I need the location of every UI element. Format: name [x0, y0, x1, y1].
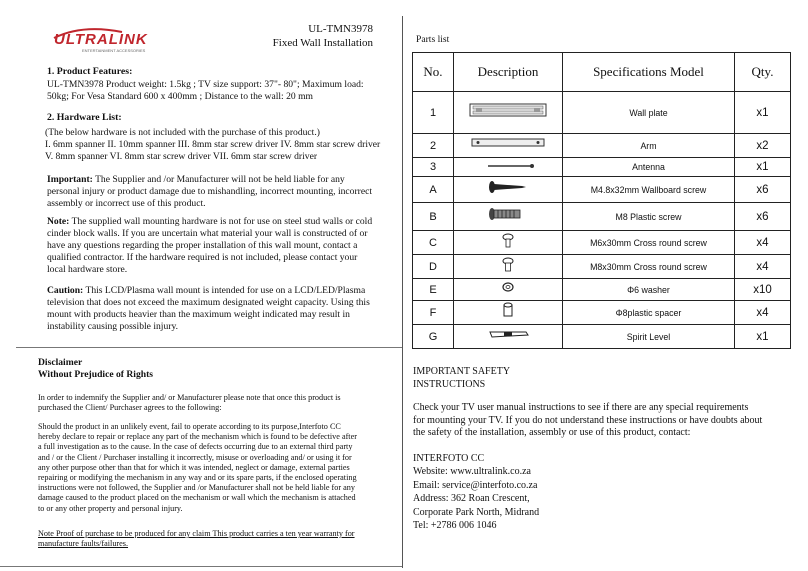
disclaimer-subheading: Without Prejudice of Rights	[38, 369, 154, 380]
features-line: 50kg; For Vesa Standard 600 x 400mm ; Distance to the wall: 20 mm	[47, 91, 314, 102]
row-no: G	[413, 325, 454, 349]
header-spec: Specifications Model	[563, 53, 735, 92]
safety-text	[413, 402, 803, 440]
warranty-line: manufacture faults/failures.	[38, 539, 129, 549]
logo-wordmark: ULTRALINK	[54, 31, 148, 48]
note-line: have any questions regarding the proper installation of this wall mount, contact a	[47, 240, 358, 251]
disclaimer-line: any other purpose other than that for which it was intended, neglect or damage, external parties	[38, 462, 350, 472]
row-no: D	[413, 255, 454, 279]
row-no: F	[413, 301, 454, 325]
important-line: The Supplier and /or Manufacturer will not be held liable for any	[92, 174, 345, 185]
row-qty: x4	[735, 255, 791, 279]
row-spec: M8x30mm Cross round screw	[563, 255, 735, 279]
plastic-screw-image	[454, 203, 563, 231]
contact-phone: Tel: +2786 006 1046	[413, 520, 497, 532]
wall-plate-icon	[468, 96, 548, 124]
warranty-note	[38, 529, 400, 549]
caution-line: instability causing possible injury.	[47, 321, 179, 332]
parts-table	[412, 52, 791, 349]
washer-image	[454, 279, 563, 301]
important-label: Important:	[47, 174, 93, 185]
section-divider	[16, 347, 402, 348]
features-text	[47, 79, 397, 103]
spirit-level-icon	[468, 326, 548, 342]
hardware-line: V. 8mm spanner VI. 8mm star screw driver VII. 6mm star screw driver	[45, 151, 318, 162]
safety-line: Check your TV user manual instructions to see if there are any special requirements	[413, 402, 749, 413]
note-line: The supplied wall mounting hardware is not for use on steel stud walls or cold	[69, 216, 373, 227]
important-line: personal injury or product damage due to mishandling, incorrect mounting, incorrect	[47, 186, 373, 197]
row-spec: M4.8x32mm Wallboard screw	[563, 177, 735, 203]
row-qty: x6	[735, 177, 791, 203]
disclaimer-line: instructions were not followed, the Supplier and /or Manufacturer shall not be held liable for any	[38, 483, 355, 493]
safety-line: the safety of the installation, assembly or use of this product, contact:	[413, 427, 691, 438]
wallboard-screw-image	[454, 177, 563, 203]
hardware-line: I. 6mm spanner II. 10mm spanner III. 8mm star screw driver IV. 8mm star screw driver	[45, 139, 381, 150]
note-line: qualified contractor. If the hardware required is not included, please contact your	[47, 252, 358, 263]
row-qty: x1	[735, 92, 791, 134]
plastic-screw-icon	[468, 203, 548, 225]
row-spec: M8 Plastic screw	[563, 203, 735, 231]
table-row	[413, 255, 791, 279]
disclaimer-intro	[38, 393, 398, 413]
warranty-line: Note Proof of purchase to be produced for any claim This product carries a ten year warranty for	[38, 529, 355, 538]
table-row	[413, 325, 791, 349]
note-label: Note:	[47, 216, 70, 227]
row-no: C	[413, 231, 454, 255]
wallboard-screw-icon	[468, 177, 548, 197]
contact-company: INTERFOTO CC	[413, 453, 485, 464]
contact-block	[413, 452, 539, 532]
row-no: 3	[413, 158, 454, 177]
safety-title	[413, 366, 510, 391]
important-line: assembly or incorrect use of this product.	[47, 198, 206, 209]
arm-image	[454, 134, 563, 158]
row-no: 1	[413, 92, 454, 134]
table-row	[413, 134, 791, 158]
disclaimer-line: Should the product in an unlikely event, fail to operate according to its purpose,Interfoto CC	[38, 422, 341, 431]
row-spec: Wall plate	[563, 92, 735, 134]
caution-label: Caution:	[47, 285, 84, 296]
contact-address: Corporate Park North, Midrand	[413, 506, 540, 518]
row-no: 2	[413, 134, 454, 158]
contact-address: Address: 362 Roan Crescent,	[413, 493, 530, 505]
disclaimer-title	[38, 357, 153, 381]
header-description: Description	[454, 53, 563, 92]
logo-tagline: ENTERTAINMENT ACCESSORIES	[82, 48, 146, 53]
model-code: UL-TMN3978	[308, 23, 373, 35]
important-notice	[47, 174, 397, 210]
row-spec: M6x30mm Cross round screw	[563, 231, 735, 255]
hardware-heading: 2. Hardware List:	[47, 112, 122, 123]
table-row	[413, 231, 791, 255]
bottom-divider	[0, 566, 402, 567]
model-header	[273, 22, 373, 50]
wall-plate-image	[454, 92, 563, 134]
features-section	[47, 66, 132, 77]
disclaimer-line: and / or the Client / Purchaser installing it incorrectly, misuse or overloading and/ or using it for	[38, 452, 352, 462]
caution-line: mount with products heavier than the maximum weight indicated may result in	[47, 309, 350, 320]
note-line: cinder block walls. If you are uncertain what material your wall is constructed of or	[47, 228, 368, 239]
table-row	[413, 279, 791, 301]
note-notice	[47, 216, 397, 276]
contact-email[interactable]: Email: service@interfoto.co.za	[413, 479, 538, 491]
row-qty: x1	[735, 325, 791, 349]
row-qty: x4	[735, 231, 791, 255]
spirit-level-image	[454, 325, 563, 349]
row-qty: x10	[735, 279, 791, 301]
caution-line: This LCD/Plasma wall mount is intended for use on a LCD/LED/Plasma	[83, 285, 366, 296]
disclaimer-line: hereby declare to repair or replace any part of the mechanism which is found to be defective after	[38, 432, 357, 442]
contact-website[interactable]: Website: www.ultralink.co.za	[413, 466, 531, 478]
note-line: local hardware store.	[47, 264, 128, 275]
safety-heading: IMPORTANT SAFETY	[413, 366, 511, 377]
row-no: B	[413, 203, 454, 231]
row-no: A	[413, 177, 454, 203]
caution-notice	[47, 285, 397, 333]
hardware-text	[45, 127, 400, 163]
row-spec: Φ6 washer	[563, 279, 735, 301]
disclaimer-body	[38, 422, 400, 514]
table-row	[413, 203, 791, 231]
model-subtitle: Fixed Wall Installation	[272, 37, 373, 49]
table-row	[413, 92, 791, 134]
disclaimer-line: In order to indemnify the Supplier and/ or Manufacturer please note that once this product is	[38, 393, 341, 402]
disclaimer-line: purchased the Client/ Purchaser agrees to the following:	[38, 403, 222, 413]
m6-screw-image	[454, 231, 563, 255]
caution-line: television that does not exceed the maximum designated weight capacity. Using this	[47, 297, 370, 308]
ultralink-logo	[52, 26, 162, 53]
disclaimer-line: a full investigation as to the cause. In the case of defects occurring due to an external third party	[38, 442, 353, 452]
disclaimer-line: to or any other property and personal injury.	[38, 503, 183, 513]
row-qty: x2	[735, 134, 791, 158]
m6-screw-icon	[468, 231, 548, 249]
table-row	[413, 177, 791, 203]
parts-list-title: Parts list	[416, 34, 450, 45]
row-spec: Spirit Level	[563, 325, 735, 349]
row-spec: Antenna	[563, 158, 735, 177]
features-heading: 1. Product Features:	[47, 66, 133, 77]
features-line: UL-TMN3978 Product weight: 1.5kg ; TV size support: 37"- 80"; Maximum load:	[47, 79, 364, 90]
m8-screw-image	[454, 255, 563, 279]
arm-icon	[468, 136, 548, 150]
disclaimer-heading: Disclaimer	[38, 357, 83, 368]
row-qty: x6	[735, 203, 791, 231]
table-header-row	[413, 53, 791, 92]
header-qty: Qty.	[735, 53, 791, 92]
safety-subheading: INSTRUCTIONS	[413, 378, 486, 390]
spacer-icon	[468, 301, 548, 319]
row-qty: x1	[735, 158, 791, 177]
column-divider	[402, 16, 403, 568]
row-no: E	[413, 279, 454, 301]
table-row	[413, 158, 791, 177]
row-spec: Arm	[563, 134, 735, 158]
disclaimer-line: repairing or modifying the mechanism in any way and or its spare parts, if the enclosed operating	[38, 473, 357, 483]
antenna-icon	[468, 161, 548, 171]
washer-icon	[468, 280, 548, 294]
m8-screw-icon	[468, 255, 548, 273]
row-qty: x4	[735, 301, 791, 325]
disclaimer-line: damage caused to the product placed on the mechanism or wall which the mechanism is attached	[38, 493, 356, 503]
row-spec: Φ8plastic spacer	[563, 301, 735, 325]
antenna-image	[454, 158, 563, 177]
safety-line: for mounting your TV. If you do not understand these instructions or have doubts about	[413, 414, 763, 426]
hardware-line: (The below hardware is not included with the purchase of this product.)	[45, 127, 320, 138]
spacer-image	[454, 301, 563, 325]
header-no: No.	[413, 53, 454, 92]
table-row	[413, 301, 791, 325]
